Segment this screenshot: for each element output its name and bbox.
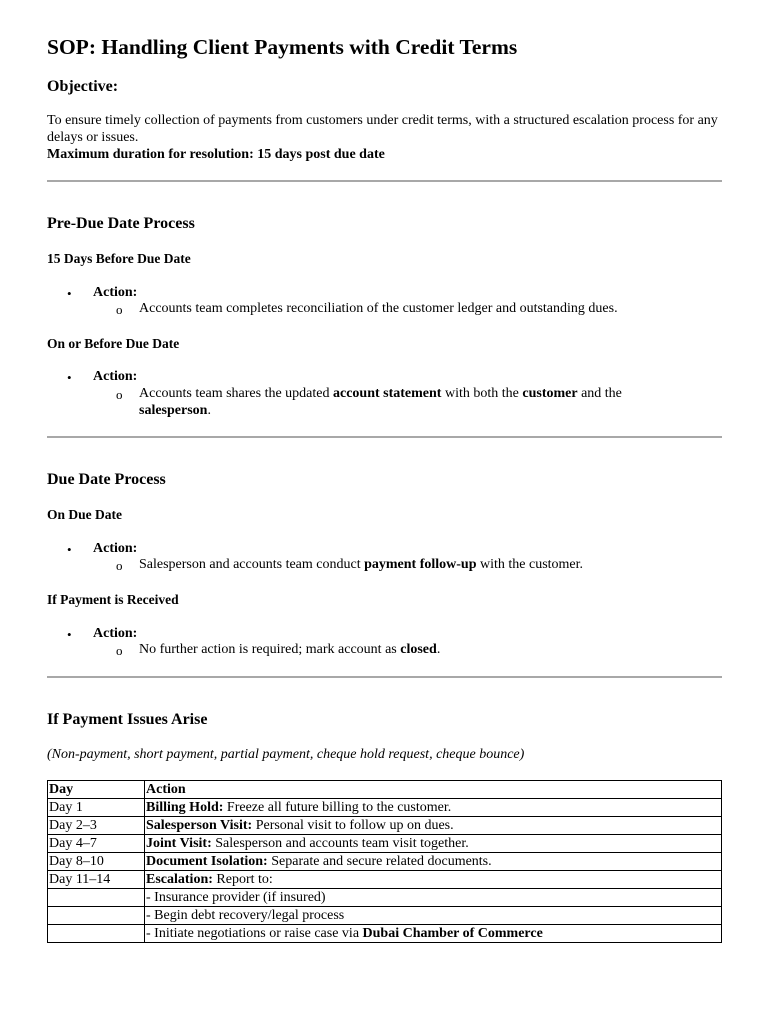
table-cell-day: Day 11–14 <box>48 871 145 889</box>
table-cell-day <box>48 907 145 925</box>
bullet-icon: • <box>67 370 72 385</box>
table-cell-action <box>145 871 722 889</box>
table-cell-action <box>145 889 722 907</box>
text-segment: . <box>207 403 211 418</box>
due-heading: Due Date Process <box>47 471 166 488</box>
bold-segment: Dubai Chamber of Commerce <box>362 926 543 941</box>
due-sub2-text <box>139 641 722 658</box>
table-cell-action <box>145 799 722 817</box>
table-cell-day <box>48 925 145 943</box>
table-row <box>48 799 722 817</box>
bullet-icon: • <box>67 542 72 557</box>
divider <box>47 676 722 678</box>
escalation-table <box>47 780 722 943</box>
text-segment: - Insurance provider (if insured) <box>146 890 326 905</box>
bold-segment: account statement <box>333 386 442 401</box>
bold-segment: Billing Hold: <box>146 800 224 815</box>
table-row <box>48 871 722 889</box>
table-cell-action <box>145 853 722 871</box>
bullet-icon: • <box>67 286 72 301</box>
due-sub1-heading: On Due Date <box>47 507 122 522</box>
table-cell-action <box>145 817 722 835</box>
text-segment: with both the <box>441 386 523 401</box>
action-label: Action: <box>93 541 138 556</box>
table-row <box>48 925 722 943</box>
text-segment: Report to: <box>212 872 273 887</box>
table-cell-day: Day 4–7 <box>48 835 145 853</box>
sub-bullet-icon: o <box>116 558 123 573</box>
objective-max-duration: Maximum duration for resolution: 15 days post due date <box>47 147 385 162</box>
text-segment: - Initiate negotiations or raise case via <box>146 926 363 941</box>
due-sub1-text <box>139 556 722 573</box>
text-segment: . <box>436 642 441 657</box>
sub-bullet-icon: o <box>116 302 123 317</box>
divider <box>47 180 722 182</box>
table-row <box>48 835 722 853</box>
text-segment: and the <box>577 386 622 401</box>
action-label: Action: <box>93 369 138 384</box>
bold-segment: Escalation: <box>146 872 213 887</box>
pre-due-sub1-heading: 15 Days Before Due Date <box>47 251 191 266</box>
sub-bullet-icon: o <box>116 387 123 402</box>
table-cell-action <box>145 925 722 943</box>
issues-note: (Non-payment, short payment, partial payment, cheque hold request, cheque bounce) <box>47 747 525 762</box>
text-segment: Separate and secure related documents. <box>267 854 492 869</box>
table-cell-day: Day 1 <box>48 799 145 817</box>
table-cell-day: Day 8–10 <box>48 853 145 871</box>
table-cell-day: Day 2–3 <box>48 817 145 835</box>
table-row <box>48 853 722 871</box>
bold-segment: customer <box>522 386 578 401</box>
text-segment: - Begin debt recovery/legal process <box>146 908 345 923</box>
table-header-day: Day <box>48 781 145 799</box>
table-row <box>48 817 722 835</box>
pre-due-sub1-text: Accounts team completes reconciliation of the customer ledger and outstanding dues. <box>139 301 618 316</box>
table-header-row <box>48 781 722 799</box>
bold-segment: payment follow-up <box>364 557 477 572</box>
text-segment: Salesperson and accounts team conduct <box>139 557 365 572</box>
text-segment: Accounts team shares the updated <box>139 386 333 401</box>
bold-segment: closed <box>400 642 437 657</box>
due-sub2-heading: If Payment is Received <box>47 592 179 607</box>
text-segment: with the customer. <box>476 557 584 572</box>
sub-bullet-icon: o <box>116 643 123 658</box>
bullet-icon: • <box>67 627 72 642</box>
bold-segment: Joint Visit: <box>146 836 212 851</box>
table-row <box>48 907 722 925</box>
bold-segment: Salesperson Visit: <box>146 818 253 833</box>
objective-heading: Objective: <box>47 78 119 95</box>
table-row <box>48 889 722 907</box>
divider <box>47 436 722 438</box>
bold-segment: salesperson <box>139 403 208 418</box>
pre-due-sub2-text <box>139 385 722 419</box>
bold-segment: Document Isolation: <box>146 854 268 869</box>
action-label: Action: <box>93 626 138 641</box>
table-header-action: Action <box>145 781 722 799</box>
pre-due-heading: Pre-Due Date Process <box>47 215 195 232</box>
action-label: Action: <box>93 285 138 300</box>
table-cell-day <box>48 889 145 907</box>
text-segment: Personal visit to follow up on dues. <box>252 818 454 833</box>
text-segment: No further action is required; mark account as <box>139 642 401 657</box>
page-title: SOP: Handling Client Payments with Credit Terms <box>47 35 518 59</box>
text-segment: Freeze all future billing to the customer. <box>223 800 452 815</box>
pre-due-sub2-heading: On or Before Due Date <box>47 336 180 351</box>
objective-text: To ensure timely collection of payments from customers under credit terms, with a structured escalation process for any delays or issues. <box>47 113 718 145</box>
table-cell-action <box>145 835 722 853</box>
text-segment: Salesperson and accounts team visit together. <box>211 836 469 851</box>
issues-heading: If Payment Issues Arise <box>47 711 208 728</box>
table-cell-action <box>145 907 722 925</box>
